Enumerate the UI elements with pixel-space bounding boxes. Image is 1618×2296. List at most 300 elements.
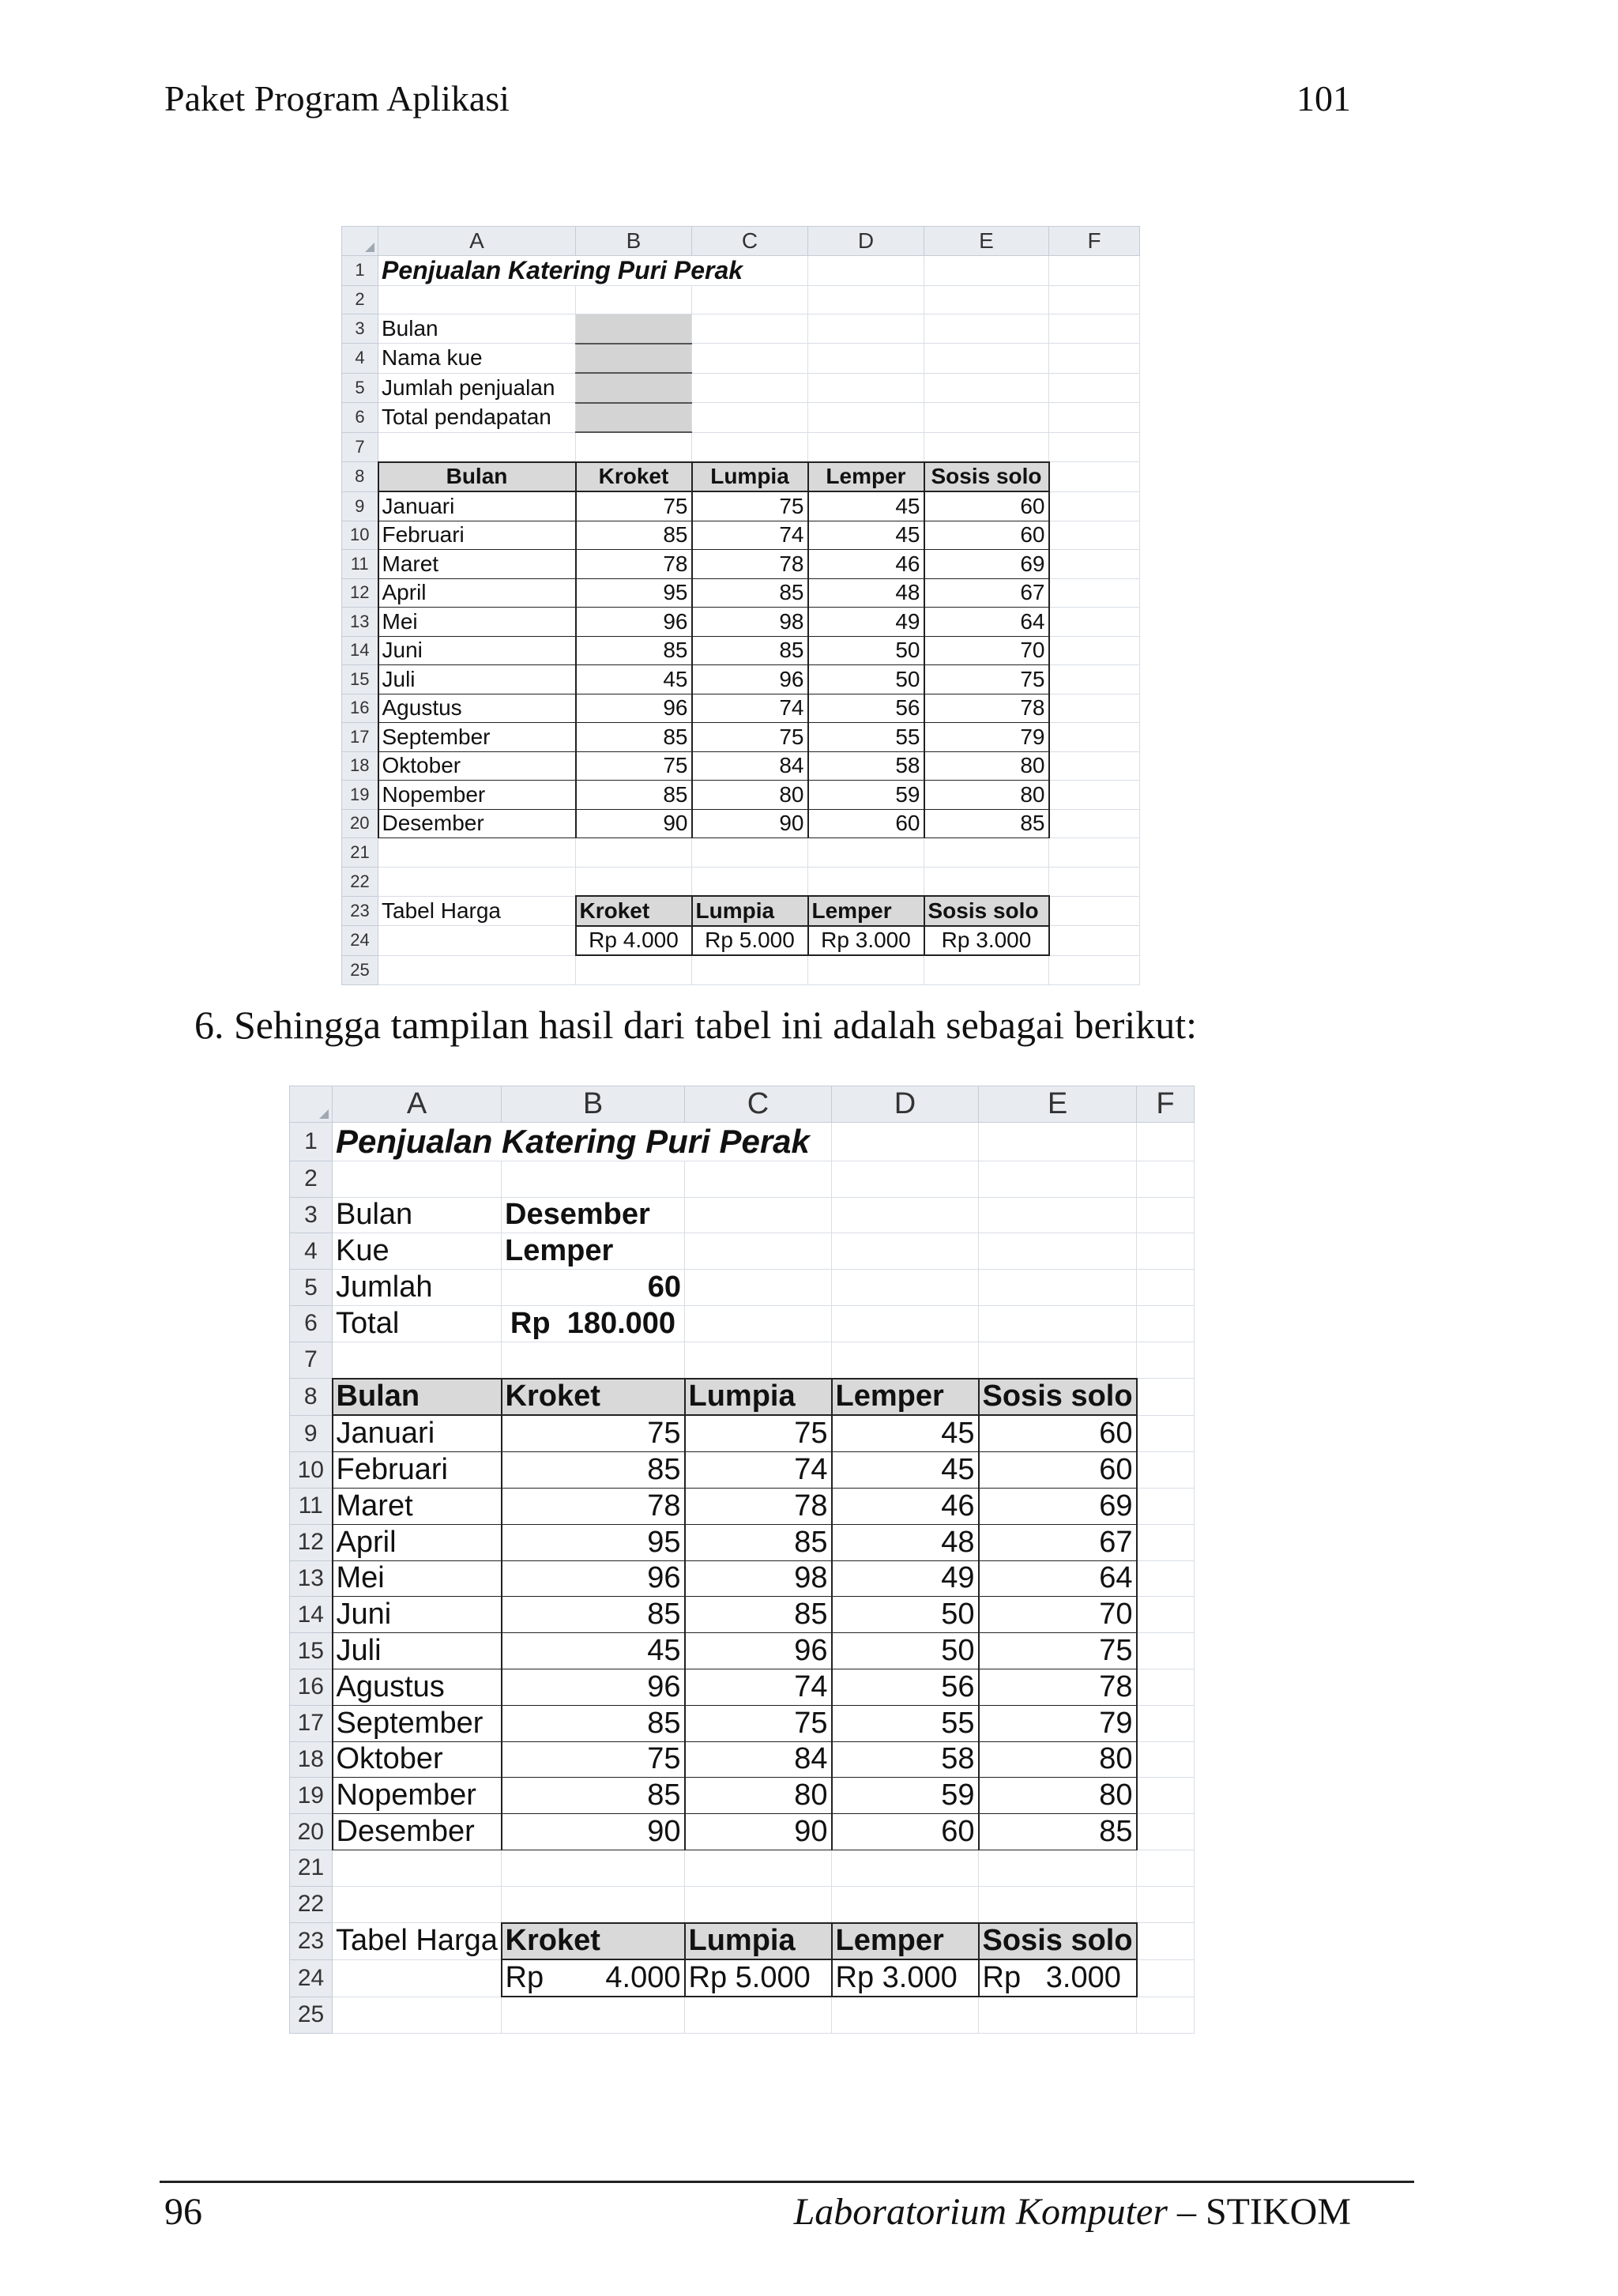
cell[interactable] <box>333 1850 502 1886</box>
cell-kroket[interactable]: 85 <box>576 723 692 752</box>
cell-bulan[interactable]: Maret <box>333 1488 502 1524</box>
cell-lumpia[interactable]: 75 <box>692 723 808 752</box>
cell[interactable] <box>333 1886 502 1922</box>
cell-bulan[interactable]: April <box>333 1524 502 1560</box>
cell-kroket[interactable]: 96 <box>502 1560 685 1597</box>
cell[interactable] <box>1049 491 1140 521</box>
cell-sosis-solo[interactable]: 80 <box>979 1741 1137 1778</box>
cell[interactable] <box>979 1342 1137 1378</box>
cell-kroket[interactable]: 95 <box>502 1524 685 1560</box>
cell-sosis-solo[interactable]: 67 <box>979 1524 1137 1560</box>
cell[interactable] <box>576 867 692 896</box>
cell-lemper[interactable]: 45 <box>832 1452 979 1489</box>
table-header-kroket[interactable]: Kroket <box>576 462 692 492</box>
price-kroket[interactable]: Rp 4.000 <box>576 926 692 956</box>
table-header-lumpia[interactable]: Lumpia <box>685 1379 832 1416</box>
cell[interactable] <box>1049 462 1140 492</box>
cell-lemper[interactable]: 60 <box>832 1814 979 1850</box>
row-header[interactable]: 14 <box>290 1597 333 1633</box>
cell-sosis-solo[interactable]: 85 <box>979 1814 1137 1850</box>
cell-kroket[interactable]: 85 <box>576 781 692 810</box>
cell[interactable] <box>924 955 1049 984</box>
cell[interactable] <box>378 285 576 314</box>
cell-bulan[interactable]: Juli <box>378 665 576 694</box>
label-cell[interactable]: Nama kue <box>378 344 576 374</box>
row-header[interactable]: 14 <box>342 636 378 665</box>
cell[interactable] <box>685 1997 832 2033</box>
cell[interactable] <box>333 1959 502 1997</box>
cell-lemper[interactable]: 58 <box>808 751 924 781</box>
price-table-label[interactable]: Tabel Harga <box>378 896 576 926</box>
cell-lemper[interactable]: 50 <box>832 1597 979 1633</box>
value-jumlah[interactable]: 60 <box>502 1270 685 1306</box>
cell[interactable] <box>502 1342 685 1378</box>
cell[interactable] <box>1137 1923 1195 1960</box>
cell[interactable] <box>808 432 924 462</box>
cell-kroket[interactable]: 96 <box>502 1669 685 1705</box>
cell-kroket[interactable]: 75 <box>502 1741 685 1778</box>
row-header[interactable]: 18 <box>290 1741 333 1778</box>
cell[interactable] <box>378 838 576 868</box>
cell-kroket[interactable]: 75 <box>502 1415 685 1451</box>
cell[interactable] <box>685 1850 832 1886</box>
cell[interactable] <box>1137 1524 1195 1560</box>
cell[interactable] <box>808 344 924 374</box>
price-header-lumpia[interactable]: Lumpia <box>692 896 808 926</box>
row-header[interactable]: 20 <box>290 1814 333 1850</box>
price-lumpia[interactable]: Rp 5.000 <box>692 926 808 956</box>
cell-sosis-solo[interactable]: 79 <box>924 723 1049 752</box>
cell[interactable] <box>576 955 692 984</box>
cell[interactable] <box>979 1161 1137 1197</box>
cell-sosis-solo[interactable]: 60 <box>924 521 1049 550</box>
cell[interactable] <box>979 1233 1137 1270</box>
row-header[interactable]: 12 <box>290 1524 333 1560</box>
cell[interactable] <box>1137 1560 1195 1597</box>
cell-kroket[interactable]: 85 <box>502 1778 685 1814</box>
cell[interactable] <box>924 344 1049 374</box>
cell-bulan[interactable]: Januari <box>333 1415 502 1451</box>
row-header[interactable]: 7 <box>290 1342 333 1378</box>
label-cell[interactable]: Jumlah <box>333 1270 502 1306</box>
cell-lemper[interactable]: 46 <box>832 1488 979 1524</box>
cell-lumpia[interactable]: 85 <box>692 578 808 608</box>
price-table-label[interactable]: Tabel Harga <box>333 1923 502 1960</box>
column-header-b[interactable]: B <box>502 1086 685 1123</box>
price-header-kroket[interactable]: Kroket <box>502 1923 685 1960</box>
cell-lumpia[interactable]: 98 <box>692 608 808 637</box>
cell-bulan[interactable]: Februari <box>378 521 576 550</box>
cell[interactable] <box>979 1850 1137 1886</box>
cell-bulan[interactable]: Januari <box>378 491 576 521</box>
cell[interactable] <box>832 1270 979 1306</box>
cell[interactable] <box>685 1342 832 1378</box>
cell[interactable] <box>1049 896 1140 926</box>
cell-lemper[interactable]: 55 <box>832 1705 979 1741</box>
cell-sosis-solo[interactable]: 79 <box>979 1705 1137 1741</box>
row-header[interactable]: 21 <box>290 1850 333 1886</box>
row-header[interactable]: 17 <box>342 723 378 752</box>
cell[interactable] <box>808 838 924 868</box>
cell-lumpia[interactable]: 74 <box>685 1452 832 1489</box>
label-cell[interactable]: Total pendapatan <box>378 403 576 433</box>
table-header-bulan[interactable]: Bulan <box>378 462 576 492</box>
price-header-lumpia[interactable]: Lumpia <box>685 1923 832 1960</box>
cell-lumpia[interactable]: 84 <box>692 751 808 781</box>
cell[interactable] <box>979 1886 1137 1922</box>
cell-kroket[interactable]: 90 <box>502 1814 685 1850</box>
cell[interactable] <box>924 285 1049 314</box>
cell[interactable] <box>1049 521 1140 550</box>
cell[interactable] <box>502 1161 685 1197</box>
cell[interactable] <box>333 1161 502 1197</box>
cell-bulan[interactable]: Februari <box>333 1452 502 1489</box>
table-header-sosis-solo[interactable]: Sosis solo <box>979 1379 1137 1416</box>
cell[interactable] <box>924 838 1049 868</box>
cell[interactable] <box>1049 665 1140 694</box>
cell-lumpia[interactable]: 74 <box>692 694 808 723</box>
cell[interactable] <box>1137 1597 1195 1633</box>
cell-bulan[interactable]: Desember <box>333 1814 502 1850</box>
input-cell[interactable] <box>576 344 692 374</box>
cell-lumpia[interactable]: 78 <box>692 550 808 579</box>
cell-bulan[interactable]: September <box>333 1705 502 1741</box>
row-header[interactable]: 13 <box>290 1560 333 1597</box>
cell-kroket[interactable]: 85 <box>576 521 692 550</box>
cell-bulan[interactable]: Maret <box>378 550 576 579</box>
cell-lemper[interactable]: 45 <box>808 491 924 521</box>
cell-sosis-solo[interactable]: 69 <box>924 550 1049 579</box>
row-header[interactable]: 2 <box>290 1161 333 1197</box>
row-header[interactable]: 3 <box>290 1197 333 1233</box>
row-header[interactable]: 1 <box>290 1122 333 1161</box>
cell[interactable] <box>1137 1959 1195 1997</box>
cell-sosis-solo[interactable]: 67 <box>924 578 1049 608</box>
cell[interactable] <box>1137 1814 1195 1850</box>
row-header[interactable]: 15 <box>290 1633 333 1669</box>
cell[interactable] <box>832 1161 979 1197</box>
cell[interactable] <box>1137 1997 1195 2033</box>
row-header[interactable]: 6 <box>342 403 378 433</box>
price-header-lemper[interactable]: Lemper <box>832 1923 979 1960</box>
row-header[interactable]: 23 <box>342 896 378 926</box>
cell[interactable] <box>832 1197 979 1233</box>
cell[interactable] <box>1137 1270 1195 1306</box>
row-header[interactable]: 4 <box>290 1233 333 1270</box>
cell-lemper[interactable]: 50 <box>832 1633 979 1669</box>
cell-lumpia[interactable]: 90 <box>685 1814 832 1850</box>
cell-lemper[interactable]: 49 <box>832 1560 979 1597</box>
cell[interactable] <box>808 255 924 285</box>
cell[interactable] <box>924 314 1049 344</box>
column-header-d[interactable]: D <box>808 227 924 256</box>
cell[interactable] <box>1137 1233 1195 1270</box>
cell[interactable] <box>692 955 808 984</box>
row-header[interactable]: 7 <box>342 432 378 462</box>
cell-kroket[interactable]: 75 <box>576 751 692 781</box>
row-header[interactable]: 10 <box>342 521 378 550</box>
cell[interactable] <box>1049 751 1140 781</box>
cell[interactable] <box>1049 955 1140 984</box>
cell-sosis-solo[interactable]: 60 <box>979 1452 1137 1489</box>
cell[interactable] <box>808 955 924 984</box>
cell[interactable] <box>692 373 808 403</box>
row-header[interactable]: 20 <box>342 809 378 838</box>
cell-lumpia[interactable]: 98 <box>685 1560 832 1597</box>
cell[interactable] <box>1049 694 1140 723</box>
cell-lumpia[interactable]: 84 <box>685 1741 832 1778</box>
cell[interactable] <box>1137 1741 1195 1778</box>
row-header[interactable]: 6 <box>290 1305 333 1342</box>
cell[interactable] <box>808 403 924 433</box>
cell-sosis-solo[interactable]: 78 <box>924 694 1049 723</box>
cell-bulan[interactable]: Desember <box>378 809 576 838</box>
cell[interactable] <box>1049 432 1140 462</box>
row-header[interactable]: 11 <box>342 550 378 579</box>
cell-bulan[interactable]: Juli <box>333 1633 502 1669</box>
cell-bulan[interactable]: Agustus <box>378 694 576 723</box>
cell-sosis-solo[interactable]: 78 <box>979 1669 1137 1705</box>
cell[interactable] <box>1049 723 1140 752</box>
cell[interactable] <box>1137 1705 1195 1741</box>
cell[interactable] <box>832 1997 979 2033</box>
cell[interactable] <box>1049 578 1140 608</box>
table-header-lemper[interactable]: Lemper <box>808 462 924 492</box>
cell[interactable] <box>333 1342 502 1378</box>
cell[interactable] <box>832 1305 979 1342</box>
cell-kroket[interactable]: 85 <box>502 1705 685 1741</box>
row-header[interactable]: 19 <box>342 781 378 810</box>
column-header-b[interactable]: B <box>576 227 692 256</box>
cell[interactable] <box>1049 344 1140 374</box>
cell-kroket[interactable]: 75 <box>576 491 692 521</box>
cell-sosis-solo[interactable]: 80 <box>924 781 1049 810</box>
price-lumpia[interactable] <box>685 1959 832 1997</box>
cell[interactable] <box>832 1342 979 1378</box>
column-header-a[interactable]: A <box>378 227 576 256</box>
cell[interactable] <box>832 1122 979 1161</box>
cell-sosis-solo[interactable]: 75 <box>979 1633 1137 1669</box>
table-header-kroket[interactable]: Kroket <box>502 1379 685 1416</box>
cell[interactable] <box>1137 1122 1195 1161</box>
row-header[interactable]: 22 <box>342 867 378 896</box>
row-header[interactable]: 19 <box>290 1778 333 1814</box>
input-cell[interactable] <box>576 373 692 403</box>
row-header[interactable]: 5 <box>342 373 378 403</box>
row-header[interactable]: 23 <box>290 1923 333 1960</box>
value-kue[interactable]: Lemper <box>502 1233 685 1270</box>
row-header[interactable]: 9 <box>342 491 378 521</box>
cell-lumpia[interactable]: 85 <box>692 636 808 665</box>
cell-sosis-solo[interactable]: 69 <box>979 1488 1137 1524</box>
label-cell[interactable]: Bulan <box>378 314 576 344</box>
cell[interactable] <box>808 314 924 344</box>
cell[interactable] <box>1049 926 1140 956</box>
cell[interactable] <box>832 1886 979 1922</box>
cell-bulan[interactable]: Agustus <box>333 1669 502 1705</box>
label-cell[interactable]: Jumlah penjualan <box>378 373 576 403</box>
row-header[interactable]: 3 <box>342 314 378 344</box>
cell[interactable] <box>502 1850 685 1886</box>
cell-kroket[interactable]: 85 <box>502 1452 685 1489</box>
cell[interactable] <box>1137 1305 1195 1342</box>
cell[interactable] <box>832 1233 979 1270</box>
price-header-sosis-solo[interactable]: Sosis solo <box>979 1923 1137 1960</box>
cell[interactable] <box>692 285 808 314</box>
price-sosis-solo[interactable] <box>979 1959 1137 1997</box>
cell[interactable] <box>1137 1778 1195 1814</box>
cell-lumpia[interactable]: 74 <box>685 1669 832 1705</box>
cell-lumpia[interactable]: 80 <box>692 781 808 810</box>
row-header[interactable]: 18 <box>342 751 378 781</box>
cell-lumpia[interactable]: 74 <box>692 521 808 550</box>
row-header[interactable]: 1 <box>342 255 378 285</box>
row-header[interactable]: 16 <box>290 1669 333 1705</box>
cell-bulan[interactable]: Juni <box>378 636 576 665</box>
cell-bulan[interactable]: Mei <box>378 608 576 637</box>
cell-kroket[interactable]: 78 <box>502 1488 685 1524</box>
cell-lemper[interactable]: 50 <box>808 636 924 665</box>
cell-sosis-solo[interactable]: 70 <box>924 636 1049 665</box>
table-header-bulan[interactable]: Bulan <box>333 1379 502 1416</box>
cell[interactable] <box>1049 608 1140 637</box>
cell[interactable] <box>1137 1161 1195 1197</box>
cell[interactable] <box>692 344 808 374</box>
cell[interactable] <box>1049 285 1140 314</box>
cell-sosis-solo[interactable]: 70 <box>979 1597 1137 1633</box>
cell[interactable] <box>378 867 576 896</box>
cell-bulan[interactable]: Nopember <box>378 781 576 810</box>
cell[interactable] <box>692 867 808 896</box>
row-header[interactable]: 8 <box>290 1379 333 1416</box>
cell-sosis-solo[interactable]: 80 <box>924 751 1049 781</box>
cell-kroket[interactable]: 90 <box>576 809 692 838</box>
cell-lumpia[interactable]: 85 <box>685 1524 832 1560</box>
cell[interactable] <box>1137 1669 1195 1705</box>
cell[interactable] <box>832 1850 979 1886</box>
cell-lumpia[interactable]: 85 <box>685 1597 832 1633</box>
cell[interactable] <box>1137 1379 1195 1416</box>
row-header[interactable]: 8 <box>342 462 378 492</box>
sheet-title[interactable]: Penjualan Katering Puri Perak <box>378 255 808 285</box>
cell-bulan[interactable]: Nopember <box>333 1778 502 1814</box>
cell[interactable] <box>378 432 576 462</box>
cell-sosis-solo[interactable]: 64 <box>979 1560 1137 1597</box>
select-all-corner[interactable] <box>290 1086 333 1123</box>
row-header[interactable]: 24 <box>342 926 378 956</box>
price-header-kroket[interactable]: Kroket <box>576 896 692 926</box>
value-total[interactable]: Rp 180.000 <box>502 1305 685 1342</box>
cell[interactable] <box>1137 1488 1195 1524</box>
cell-kroket[interactable]: 96 <box>576 694 692 723</box>
cell[interactable] <box>1137 1342 1195 1378</box>
column-header-f[interactable]: F <box>1049 227 1140 256</box>
cell[interactable] <box>979 1270 1137 1306</box>
cell-lemper[interactable]: 59 <box>832 1778 979 1814</box>
cell[interactable] <box>808 285 924 314</box>
cell-bulan[interactable]: April <box>378 578 576 608</box>
row-header[interactable]: 12 <box>342 578 378 608</box>
cell-lumpia[interactable]: 80 <box>685 1778 832 1814</box>
cell-sosis-solo[interactable]: 75 <box>924 665 1049 694</box>
cell-lemper[interactable]: 60 <box>808 809 924 838</box>
cell-sosis-solo[interactable]: 60 <box>924 491 1049 521</box>
cell-lemper[interactable]: 56 <box>808 694 924 723</box>
cell[interactable] <box>979 1997 1137 2033</box>
cell-lumpia[interactable]: 96 <box>692 665 808 694</box>
cell-kroket[interactable]: 78 <box>576 550 692 579</box>
table-header-sosis-solo[interactable]: Sosis solo <box>924 462 1049 492</box>
cell[interactable] <box>1049 255 1140 285</box>
cell-kroket[interactable]: 45 <box>576 665 692 694</box>
cell[interactable] <box>924 373 1049 403</box>
row-header[interactable]: 24 <box>290 1959 333 1997</box>
cell-lemper[interactable]: 45 <box>832 1415 979 1451</box>
column-header-d[interactable]: D <box>832 1086 979 1123</box>
cell[interactable] <box>1049 636 1140 665</box>
cell[interactable] <box>979 1197 1137 1233</box>
cell-lemper[interactable]: 58 <box>832 1741 979 1778</box>
cell[interactable] <box>692 838 808 868</box>
cell-lumpia[interactable]: 78 <box>685 1488 832 1524</box>
column-header-a[interactable]: A <box>333 1086 502 1123</box>
cell-lumpia[interactable]: 75 <box>692 491 808 521</box>
cell[interactable] <box>1137 1197 1195 1233</box>
cell[interactable] <box>1049 809 1140 838</box>
cell[interactable] <box>685 1233 832 1270</box>
cell[interactable] <box>808 373 924 403</box>
cell-lemper[interactable]: 56 <box>832 1669 979 1705</box>
cell-bulan[interactable]: September <box>378 723 576 752</box>
cell[interactable] <box>979 1305 1137 1342</box>
table-header-lemper[interactable]: Lemper <box>832 1379 979 1416</box>
row-header[interactable]: 4 <box>342 344 378 374</box>
cell[interactable] <box>1137 1452 1195 1489</box>
cell[interactable] <box>1049 373 1140 403</box>
cell[interactable] <box>576 432 692 462</box>
cell[interactable] <box>502 1886 685 1922</box>
price-lemper[interactable]: Rp 3.000 <box>808 926 924 956</box>
cell[interactable] <box>378 955 576 984</box>
cell[interactable] <box>1049 838 1140 868</box>
cell[interactable] <box>1049 781 1140 810</box>
column-header-e[interactable]: E <box>979 1086 1137 1123</box>
cell-bulan[interactable]: Juni <box>333 1597 502 1633</box>
row-header[interactable]: 10 <box>290 1452 333 1489</box>
price-sosis-solo[interactable]: Rp 3.000 <box>924 926 1049 956</box>
cell-lemper[interactable]: 59 <box>808 781 924 810</box>
cell-lumpia[interactable]: 75 <box>685 1415 832 1451</box>
cell-bulan[interactable]: Oktober <box>378 751 576 781</box>
cell[interactable] <box>685 1305 832 1342</box>
row-header[interactable]: 17 <box>290 1705 333 1741</box>
cell-lemper[interactable]: 50 <box>808 665 924 694</box>
sheet-title[interactable]: Penjualan Katering Puri Perak <box>333 1122 832 1161</box>
column-header-c[interactable]: C <box>692 227 808 256</box>
column-header-e[interactable]: E <box>924 227 1049 256</box>
label-cell[interactable]: Kue <box>333 1233 502 1270</box>
cell-sosis-solo[interactable]: 85 <box>924 809 1049 838</box>
cell-bulan[interactable]: Oktober <box>333 1741 502 1778</box>
cell-lemper[interactable]: 48 <box>832 1524 979 1560</box>
cell[interactable] <box>576 838 692 868</box>
cell[interactable] <box>685 1270 832 1306</box>
input-cell[interactable] <box>576 403 692 433</box>
cell[interactable] <box>333 1997 502 2033</box>
price-kroket[interactable] <box>502 1959 685 1997</box>
row-header[interactable]: 22 <box>290 1886 333 1922</box>
price-header-lemper[interactable]: Lemper <box>808 896 924 926</box>
